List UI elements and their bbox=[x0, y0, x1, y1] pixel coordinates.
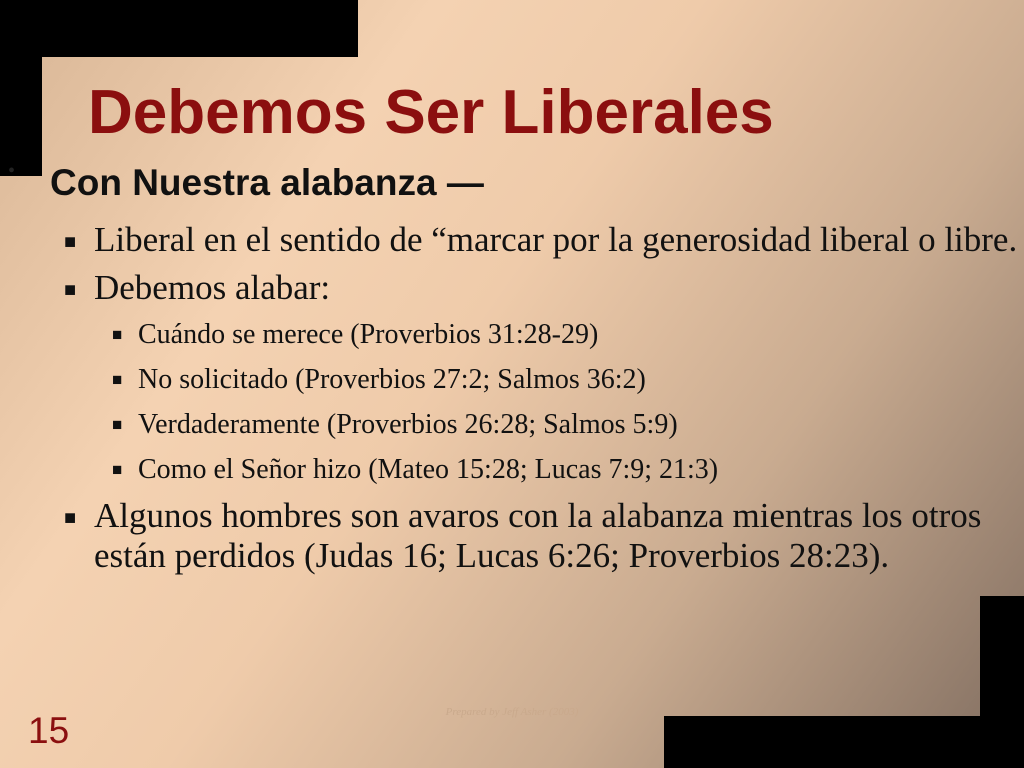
list-item bbox=[64, 496, 1024, 576]
corner-block-bottom-right-vertical bbox=[980, 596, 1024, 768]
bullet-dot-icon: • bbox=[8, 160, 16, 182]
list-item-text: Algunos hombres son avaros con la alabanza mientras los otros están perdidos (Judas 16; Lucas 6:26; Proverbios 28:23). bbox=[94, 496, 982, 575]
slide-number: 15 bbox=[28, 710, 70, 751]
sub-list-item bbox=[64, 406, 1024, 444]
sub-list-item bbox=[64, 451, 1024, 489]
list-item-text: Cuándo se merece (Proverbios 31:28-29) bbox=[138, 319, 599, 350]
corner-block-bottom-right bbox=[664, 716, 1024, 768]
list-item-text: Debemos alabar: bbox=[94, 268, 331, 307]
bullet-list bbox=[64, 220, 1024, 584]
bullet-square-icon: ■ bbox=[112, 460, 123, 479]
slide-heading: Con Nuestra alabanza — bbox=[50, 162, 484, 203]
bullet-square-icon: ■ bbox=[112, 325, 123, 344]
bullet-square-icon: ■ bbox=[64, 279, 77, 301]
footer-credit: Prepared by Jeff Asher (2003) bbox=[445, 706, 579, 718]
bullet-square-icon: ■ bbox=[112, 415, 123, 434]
slide-title: Debemos Ser Liberales bbox=[88, 78, 774, 147]
bullet-square-icon: ■ bbox=[112, 370, 123, 389]
list-item-text: Verdaderamente (Proverbios 26:28; Salmos 5:9) bbox=[138, 409, 678, 440]
list-item-text: Como el Señor hizo (Mateo 15:28; Lucas 7:9; 21:3) bbox=[138, 454, 719, 485]
corner-block-top-left-vertical bbox=[0, 0, 42, 176]
bullet-square-icon: ■ bbox=[64, 231, 77, 253]
sub-list-item bbox=[64, 316, 1024, 354]
list-item bbox=[64, 268, 1024, 308]
list-item bbox=[64, 220, 1024, 260]
list-item-text: Liberal en el sentido de “marcar por la generosidad liberal o libre. bbox=[94, 220, 1018, 259]
corner-block-top-left bbox=[0, 0, 358, 57]
sub-list-item bbox=[64, 361, 1024, 399]
list-item-text: No solicitado (Proverbios 27:2; Salmos 36:2) bbox=[138, 364, 646, 395]
bullet-square-icon: ■ bbox=[64, 507, 77, 529]
